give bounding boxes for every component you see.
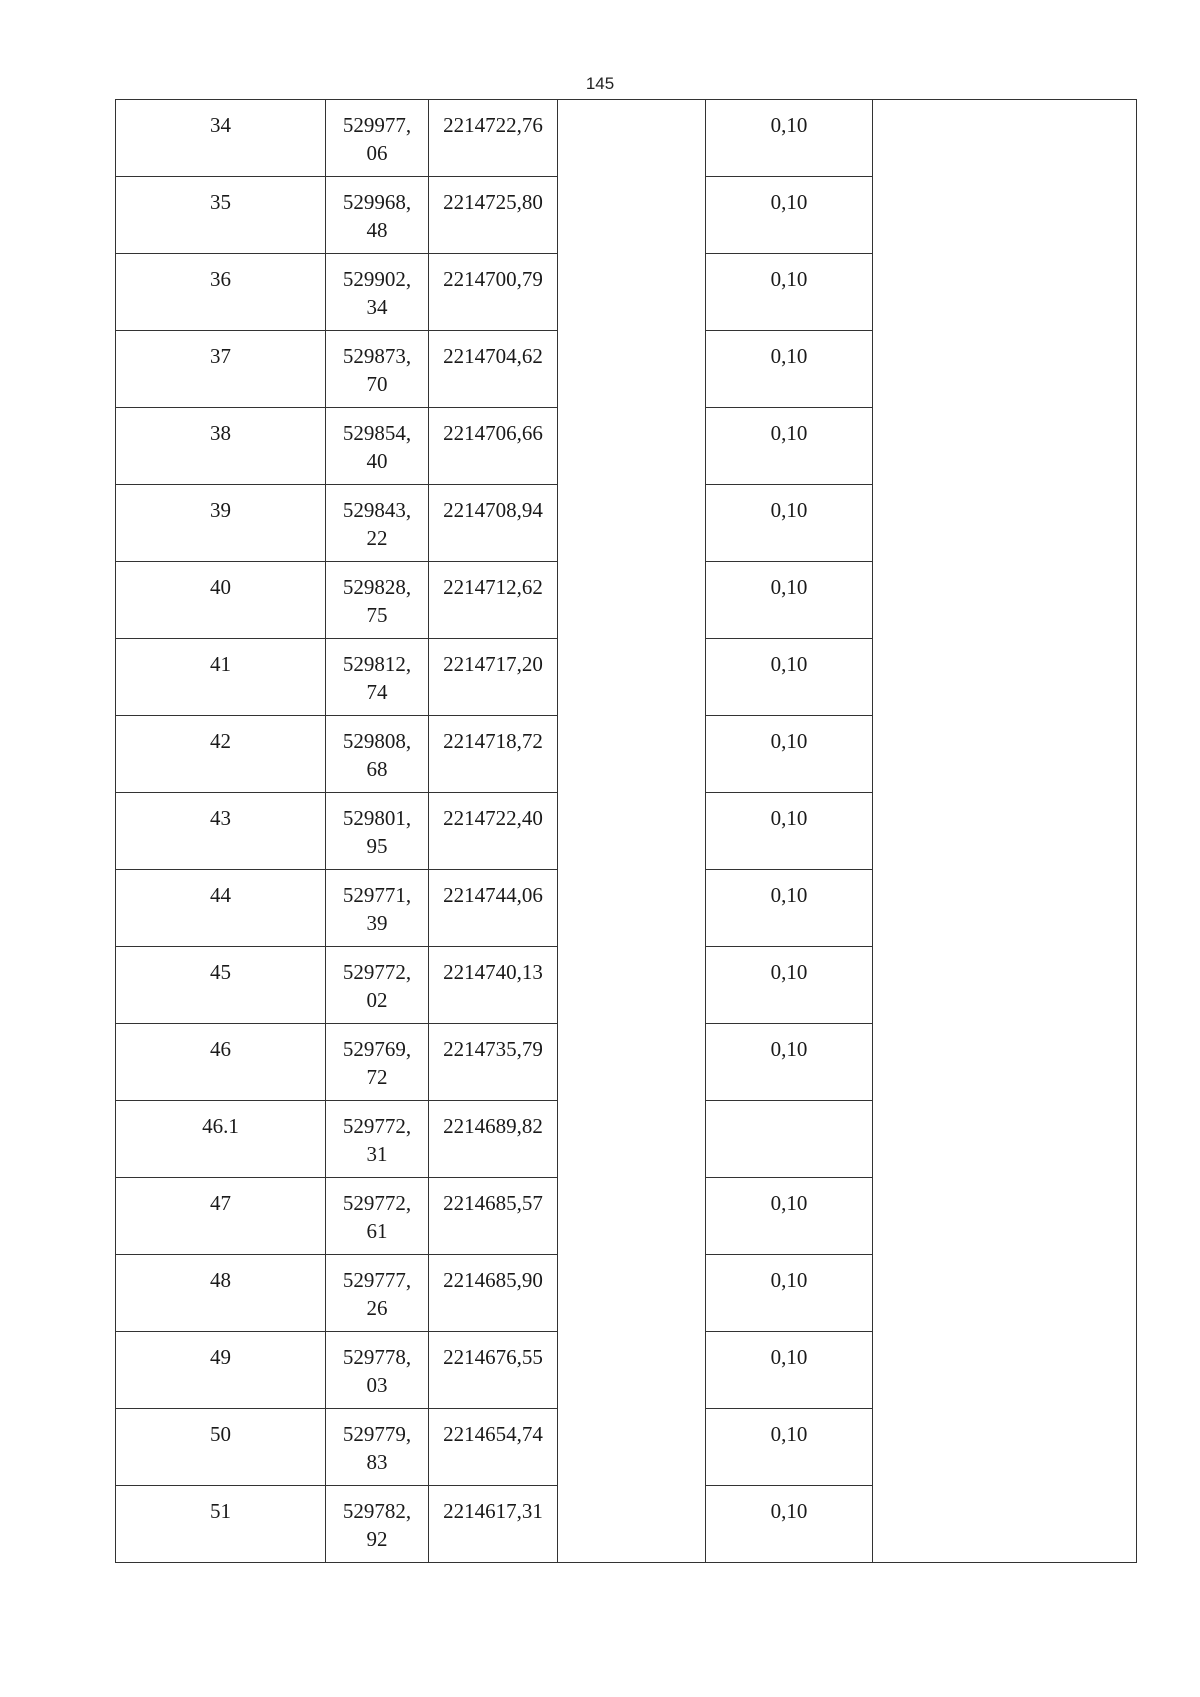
point-number-cell (116, 485, 326, 562)
y-coordinate-cell (429, 1409, 558, 1486)
point-number-cell-text: 43 (210, 806, 231, 830)
x-coordinate-cell (326, 1024, 429, 1101)
point-number-cell-text: 46.1 (202, 1114, 239, 1138)
y-coordinate-cell-text: 2214725,80 (443, 190, 543, 214)
point-number-cell (116, 1178, 326, 1255)
accuracy-cell (706, 100, 873, 177)
y-coordinate-cell-text: 2214718,72 (443, 729, 543, 753)
accuracy-cell-text: 0,10 (770, 729, 808, 753)
accuracy-cell (706, 639, 873, 716)
x-coordinate-cell-text: 529801, 95 (342, 806, 412, 858)
y-coordinate-cell (429, 1101, 558, 1178)
y-coordinate-cell-text: 2214717,20 (443, 652, 543, 676)
point-number-cell-text: 38 (210, 421, 231, 445)
y-coordinate-cell-text: 2214708,94 (443, 498, 543, 522)
accuracy-cell (706, 1486, 873, 1563)
accuracy-cell-text (706, 1101, 872, 1112)
accuracy-cell-text: 0,10 (770, 883, 808, 907)
point-number-cell-text: 35 (210, 190, 231, 214)
point-number-cell (116, 177, 326, 254)
x-coordinate-cell-text: 529854, 40 (342, 421, 412, 473)
y-coordinate-cell-text: 2214685,57 (443, 1191, 543, 1215)
y-coordinate-cell-text: 2214712,62 (443, 575, 543, 599)
y-coordinate-cell (429, 100, 558, 177)
y-coordinate-cell-text: 2214744,06 (443, 883, 543, 907)
point-number-cell-text: 49 (210, 1345, 231, 1369)
point-number-cell-text: 37 (210, 344, 231, 368)
description-column-cell (873, 100, 1137, 1563)
y-coordinate-cell (429, 408, 558, 485)
accuracy-cell-text: 0,10 (770, 113, 808, 137)
point-number-cell-text: 36 (210, 267, 231, 291)
x-coordinate-cell-text: 529902, 34 (342, 267, 412, 319)
x-coordinate-cell (326, 1332, 429, 1409)
x-coordinate-cell-text: 529772, 02 (342, 960, 412, 1012)
x-coordinate-cell (326, 1255, 429, 1332)
x-coordinate-cell-text: 529808, 68 (342, 729, 412, 781)
x-coordinate-cell (326, 1486, 429, 1563)
point-number-cell (116, 1409, 326, 1486)
accuracy-cell (706, 716, 873, 793)
x-coordinate-cell-text: 529782, 92 (342, 1499, 412, 1551)
accuracy-cell (706, 1178, 873, 1255)
x-coordinate-cell-text: 529777, 26 (342, 1268, 412, 1320)
y-coordinate-cell (429, 716, 558, 793)
page-number: 145 (585, 74, 615, 93)
accuracy-cell-text: 0,10 (770, 1191, 808, 1215)
point-number-cell (116, 254, 326, 331)
point-number-cell (116, 1255, 326, 1332)
point-number-cell-text: 41 (210, 652, 231, 676)
x-coordinate-cell (326, 870, 429, 947)
y-coordinate-cell-text: 2214654,74 (443, 1422, 543, 1446)
accuracy-cell (706, 1101, 873, 1178)
x-coordinate-cell-text: 529778, 03 (342, 1345, 412, 1397)
point-number-cell-text: 40 (210, 575, 231, 599)
y-coordinate-cell-text: 2214700,79 (443, 267, 543, 291)
y-coordinate-cell (429, 870, 558, 947)
x-coordinate-cell (326, 100, 429, 177)
accuracy-cell-text: 0,10 (770, 1037, 808, 1061)
y-coordinate-cell (429, 947, 558, 1024)
point-number-cell (116, 1024, 326, 1101)
accuracy-cell (706, 1255, 873, 1332)
x-coordinate-cell-text: 529812, 74 (342, 652, 412, 704)
y-coordinate-cell (429, 1024, 558, 1101)
y-coordinate-cell (429, 331, 558, 408)
point-number-cell (116, 639, 326, 716)
point-number-cell-text: 42 (210, 729, 231, 753)
table-row (116, 100, 1137, 177)
accuracy-cell (706, 870, 873, 947)
x-coordinate-cell (326, 485, 429, 562)
x-coordinate-cell-text: 529968, 48 (342, 190, 412, 242)
point-number-cell (116, 716, 326, 793)
accuracy-cell-text: 0,10 (770, 1422, 808, 1446)
y-coordinate-cell-text: 2214740,13 (443, 960, 543, 984)
y-coordinate-cell (429, 1255, 558, 1332)
coordinates-table (115, 99, 1137, 1563)
x-coordinate-cell (326, 562, 429, 639)
accuracy-cell-text: 0,10 (770, 652, 808, 676)
accuracy-cell (706, 947, 873, 1024)
x-coordinate-cell (326, 1178, 429, 1255)
x-coordinate-cell-text: 529977, 06 (342, 113, 412, 165)
accuracy-cell-text: 0,10 (770, 267, 808, 291)
y-coordinate-cell-text: 2214722,76 (443, 113, 543, 137)
accuracy-cell (706, 485, 873, 562)
point-number-cell (116, 947, 326, 1024)
y-coordinate-cell (429, 177, 558, 254)
point-number-cell (116, 870, 326, 947)
point-number-cell-text: 45 (210, 960, 231, 984)
y-coordinate-cell-text: 2214676,55 (443, 1345, 543, 1369)
accuracy-cell (706, 254, 873, 331)
x-coordinate-cell (326, 254, 429, 331)
x-coordinate-cell-text: 529771, 39 (342, 883, 412, 935)
x-coordinate-cell (326, 716, 429, 793)
accuracy-cell (706, 331, 873, 408)
point-number-cell-text: 48 (210, 1268, 231, 1292)
accuracy-cell (706, 1332, 873, 1409)
point-number-cell (116, 562, 326, 639)
x-coordinate-cell-text: 529779, 83 (342, 1422, 412, 1474)
x-coordinate-cell (326, 1409, 429, 1486)
x-coordinate-cell (326, 408, 429, 485)
accuracy-cell (706, 562, 873, 639)
method-column-cell (558, 100, 706, 1563)
y-coordinate-cell (429, 639, 558, 716)
x-coordinate-cell (326, 177, 429, 254)
y-coordinate-cell-text: 2214735,79 (443, 1037, 543, 1061)
x-coordinate-cell (326, 793, 429, 870)
point-number-cell (116, 1101, 326, 1178)
y-coordinate-cell-text: 2214689,82 (443, 1114, 543, 1138)
x-coordinate-cell-text: 529873, 70 (342, 344, 412, 396)
point-number-cell-text: 51 (210, 1499, 231, 1523)
accuracy-cell-text: 0,10 (770, 498, 808, 522)
point-number-cell-text: 34 (210, 113, 231, 137)
y-coordinate-cell (429, 485, 558, 562)
point-number-cell-text: 39 (210, 498, 231, 522)
y-coordinate-cell (429, 1486, 558, 1563)
point-number-cell (116, 408, 326, 485)
x-coordinate-cell (326, 639, 429, 716)
point-number-cell-text: 47 (210, 1191, 231, 1215)
accuracy-cell-text: 0,10 (770, 806, 808, 830)
point-number-cell-text: 50 (210, 1422, 231, 1446)
y-coordinate-cell (429, 254, 558, 331)
accuracy-cell-text: 0,10 (770, 190, 808, 214)
x-coordinate-cell-text: 529769, 72 (342, 1037, 412, 1089)
x-coordinate-cell (326, 331, 429, 408)
point-number-cell (116, 1486, 326, 1563)
accuracy-cell (706, 1024, 873, 1101)
x-coordinate-cell-text: 529772, 31 (342, 1114, 412, 1166)
y-coordinate-cell (429, 562, 558, 639)
accuracy-cell-text: 0,10 (770, 344, 808, 368)
y-coordinate-cell (429, 1178, 558, 1255)
accuracy-cell (706, 177, 873, 254)
accuracy-cell (706, 408, 873, 485)
accuracy-cell-text: 0,10 (770, 960, 808, 984)
accuracy-cell-text: 0,10 (770, 1345, 808, 1369)
point-number-cell-text: 44 (210, 883, 231, 907)
accuracy-cell-text: 0,10 (770, 421, 808, 445)
x-coordinate-cell (326, 1101, 429, 1178)
y-coordinate-cell-text: 2214722,40 (443, 806, 543, 830)
x-coordinate-cell-text: 529843, 22 (342, 498, 412, 550)
accuracy-cell-text: 0,10 (770, 575, 808, 599)
y-coordinate-cell (429, 793, 558, 870)
accuracy-cell (706, 793, 873, 870)
y-coordinate-cell-text: 2214617,31 (443, 1499, 543, 1523)
coordinates-table-body (116, 100, 1137, 1563)
point-number-cell (116, 1332, 326, 1409)
point-number-cell-text: 46 (210, 1037, 231, 1061)
y-coordinate-cell (429, 1332, 558, 1409)
y-coordinate-cell-text: 2214706,66 (443, 421, 543, 445)
y-coordinate-cell-text: 2214704,62 (443, 344, 543, 368)
y-coordinate-cell-text: 2214685,90 (443, 1268, 543, 1292)
point-number-cell (116, 331, 326, 408)
x-coordinate-cell (326, 947, 429, 1024)
x-coordinate-cell-text: 529772, 61 (342, 1191, 412, 1243)
accuracy-cell-text: 0,10 (770, 1268, 808, 1292)
accuracy-cell-text: 0,10 (770, 1499, 808, 1523)
point-number-cell (116, 100, 326, 177)
accuracy-cell (706, 1409, 873, 1486)
x-coordinate-cell-text: 529828, 75 (342, 575, 412, 627)
point-number-cell (116, 793, 326, 870)
